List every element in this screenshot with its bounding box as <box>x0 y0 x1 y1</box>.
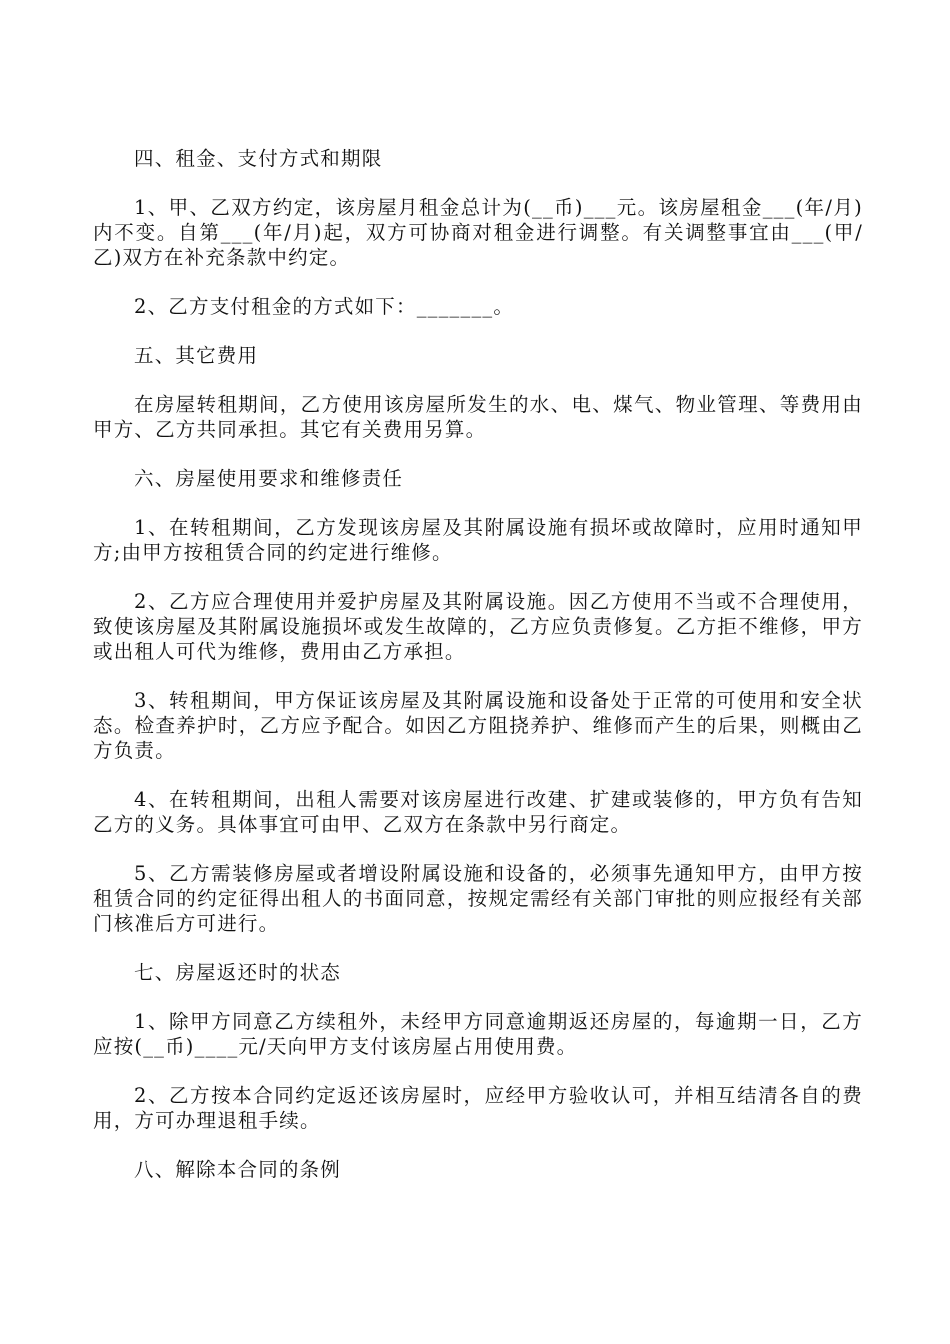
paragraph-maintenance-4: 4、在转租期间，出租人需要对该房屋进行改建、扩建或装修的，甲方负有告知乙方的义务。具体事宜可由甲、乙双方在条款中另行商定。 <box>93 788 863 836</box>
document-body <box>93 146 863 1206</box>
section-heading-other-fees: 五、其它费用 <box>134 344 259 367</box>
paragraph-maintenance-2: 2、乙方应合理使用并爱护房屋及其附属设施。因乙方使用不当或不合理使用，致使该房屋及其附属设施损坏或发生故障的，乙方应负责修复。乙方拒不维修，甲方或出租人可代为维修，费用由乙方承担。 <box>93 590 863 663</box>
paragraph-maintenance-5: 5、乙方需装修房屋或者增设附属设施和设备的，必须事先通知甲方，由甲方按租赁合同的约定征得出租人的书面同意，按规定需经有关部门审批的则应报经有关部门核准后方可进行。 <box>93 862 863 935</box>
section-heading-maintenance: 六、房屋使用要求和维修责任 <box>134 467 404 490</box>
section-heading-return: 七、房屋返还时的状态 <box>134 961 342 984</box>
section-heading-rent: 四、租金、支付方式和期限 <box>134 147 383 170</box>
paragraph-return-2: 2、乙方按本合同约定返还该房屋时，应经甲方验收认可，并相互结清各自的费用，方可办理退租手续。 <box>93 1084 863 1132</box>
paragraph-rent-payment: 2、乙方支付租金的方式如下：_______。 <box>134 295 515 318</box>
paragraph-other-fees: 在房屋转租期间，乙方使用该房屋所发生的水、电、煤气、物业管理、等费用由甲方、乙方共同承担。其它有关费用另算。 <box>93 393 863 441</box>
paragraph-maintenance-1: 1、在转租期间，乙方发现该房屋及其附属设施有损坏或故障时，应用时通知甲方;由甲方按租赁合同的约定进行维修。 <box>93 516 863 564</box>
section-heading-termination: 八、解除本合同的条例 <box>134 1158 342 1181</box>
paragraph-rent-amount: 1、甲、乙双方约定，该房屋月租金总计为(__币)___元。该房屋租金___(年/月)内不变。自第___(年/月)起，双方可协商对租金进行调整。有关调整事宜由___(甲/乙)双方在补充条款中约定。 <box>93 196 863 269</box>
paragraph-return-1: 1、除甲方同意乙方续租外，未经甲方同意逾期返还房屋的，每逾期一日，乙方应按(__币)____元/天向甲方支付该房屋占用使用费。 <box>93 1010 863 1058</box>
paragraph-maintenance-3: 3、转租期间，甲方保证该房屋及其附属设施和设备处于正常的可使用和安全状态。检查养护时，乙方应予配合。如因乙方阻挠养护、维修而产生的后果，则概由乙方负责。 <box>93 689 863 762</box>
